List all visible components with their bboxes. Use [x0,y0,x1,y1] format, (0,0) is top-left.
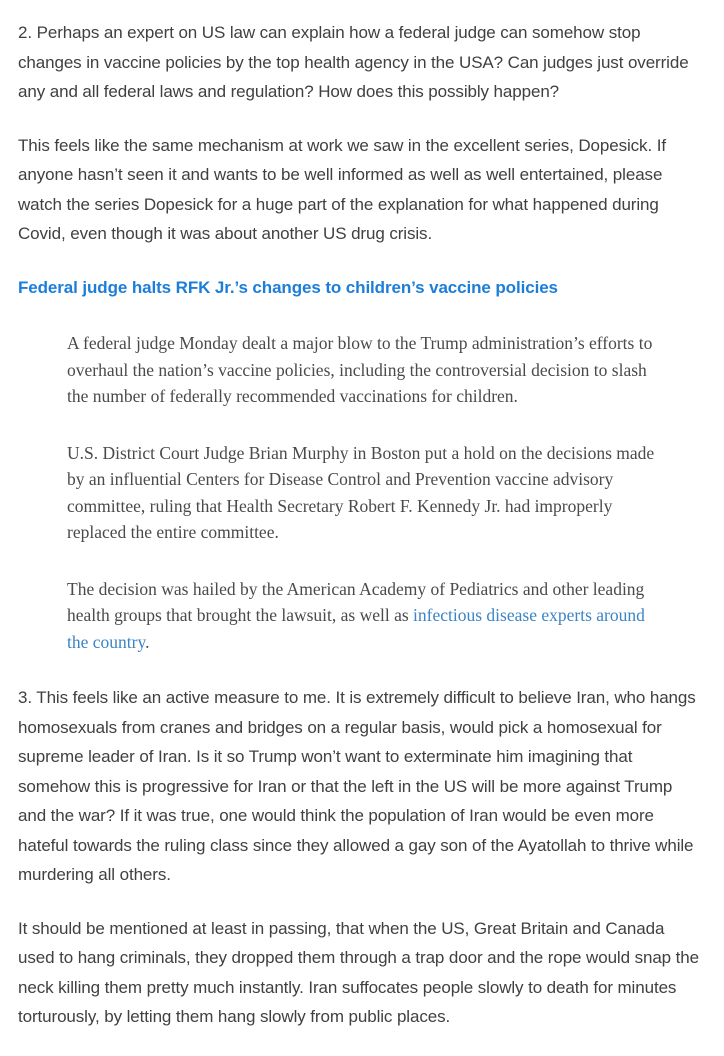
headline-row [18,273,703,303]
paragraph-point-2: 2. Perhaps an expert on US law can explain how a federal judge can somehow stop changes in vaccine policies by the top health agency in the USA? Can judges just override any and all federal laws and regulation? How does this possibly happen? [18,23,689,101]
inline-link-infectious-disease-experts[interactable]: infectious disease experts around the country [67,605,645,652]
quote-paragraph-ruling: A federal judge Monday dealt a major blow to the Trump administration’s efforts to overhaul the nation’s vaccine policies, including the controversial decision to slash the number of federally recommended vaccinations for children. [67,333,653,406]
quote-paragraph-reaction [67,576,659,656]
paragraph-dopesick: This feels like the same mechanism at work we saw in the excellent series, Dopesick. If anyone hasn’t seen it and wants to be well informed as well as well entertained, please watch the series Dopesick for a huge part of the explanation for what happened during Covid, even though it was about another US drug crisis. [18,135,666,243]
quote-paragraph-judge: U.S. District Court Judge Brian Murphy in Boston put a hold on the decisions made by an influential Centers for Disease Control and Prevention vaccine advisory committee, ruling that Health Secretary Robert F. Kennedy Jr. had improperly replaced the entire committee. [67,442,655,542]
paragraph-hanging-note: It should be mentioned at least in passing, that when the US, Great Britain and Canada used to hang criminals, they dropped them through a trap door and the rope would snap the neck killing them pretty much instantly. Iran suffocates people slowly to death for minutes torturously, by letting them hang slowly from public places. [18,918,699,1026]
blockquote-article-excerpt [67,330,659,655]
paragraph-point-3: 3. This feels like an active measure to me. It is extremely difficult to believe Iran, who hangs homosexuals from cranes and bridges on a regular basis, would pick a homosexual for supreme leader of Iran. Is it so Trump won’t want to exterminate him imagining that somehow this is progressive for Iran or that the left in the US will be more against Trump and the war? If it was true, one would think the population of Iran would be even more hateful towards the ruling class since they allowed a gay son of the Ayatollah to thrive while murdering all others. [18,688,696,884]
quote-text-after-link: . [145,631,150,652]
article-headline-link[interactable]: Federal judge halts RFK Jr.’s changes to children’s vaccine policies [18,277,558,297]
quote-text-before-link: The decision was hailed by the American Academy of Pediatrics and other leading health groups that brought the lawsuit, as well as [67,578,645,625]
